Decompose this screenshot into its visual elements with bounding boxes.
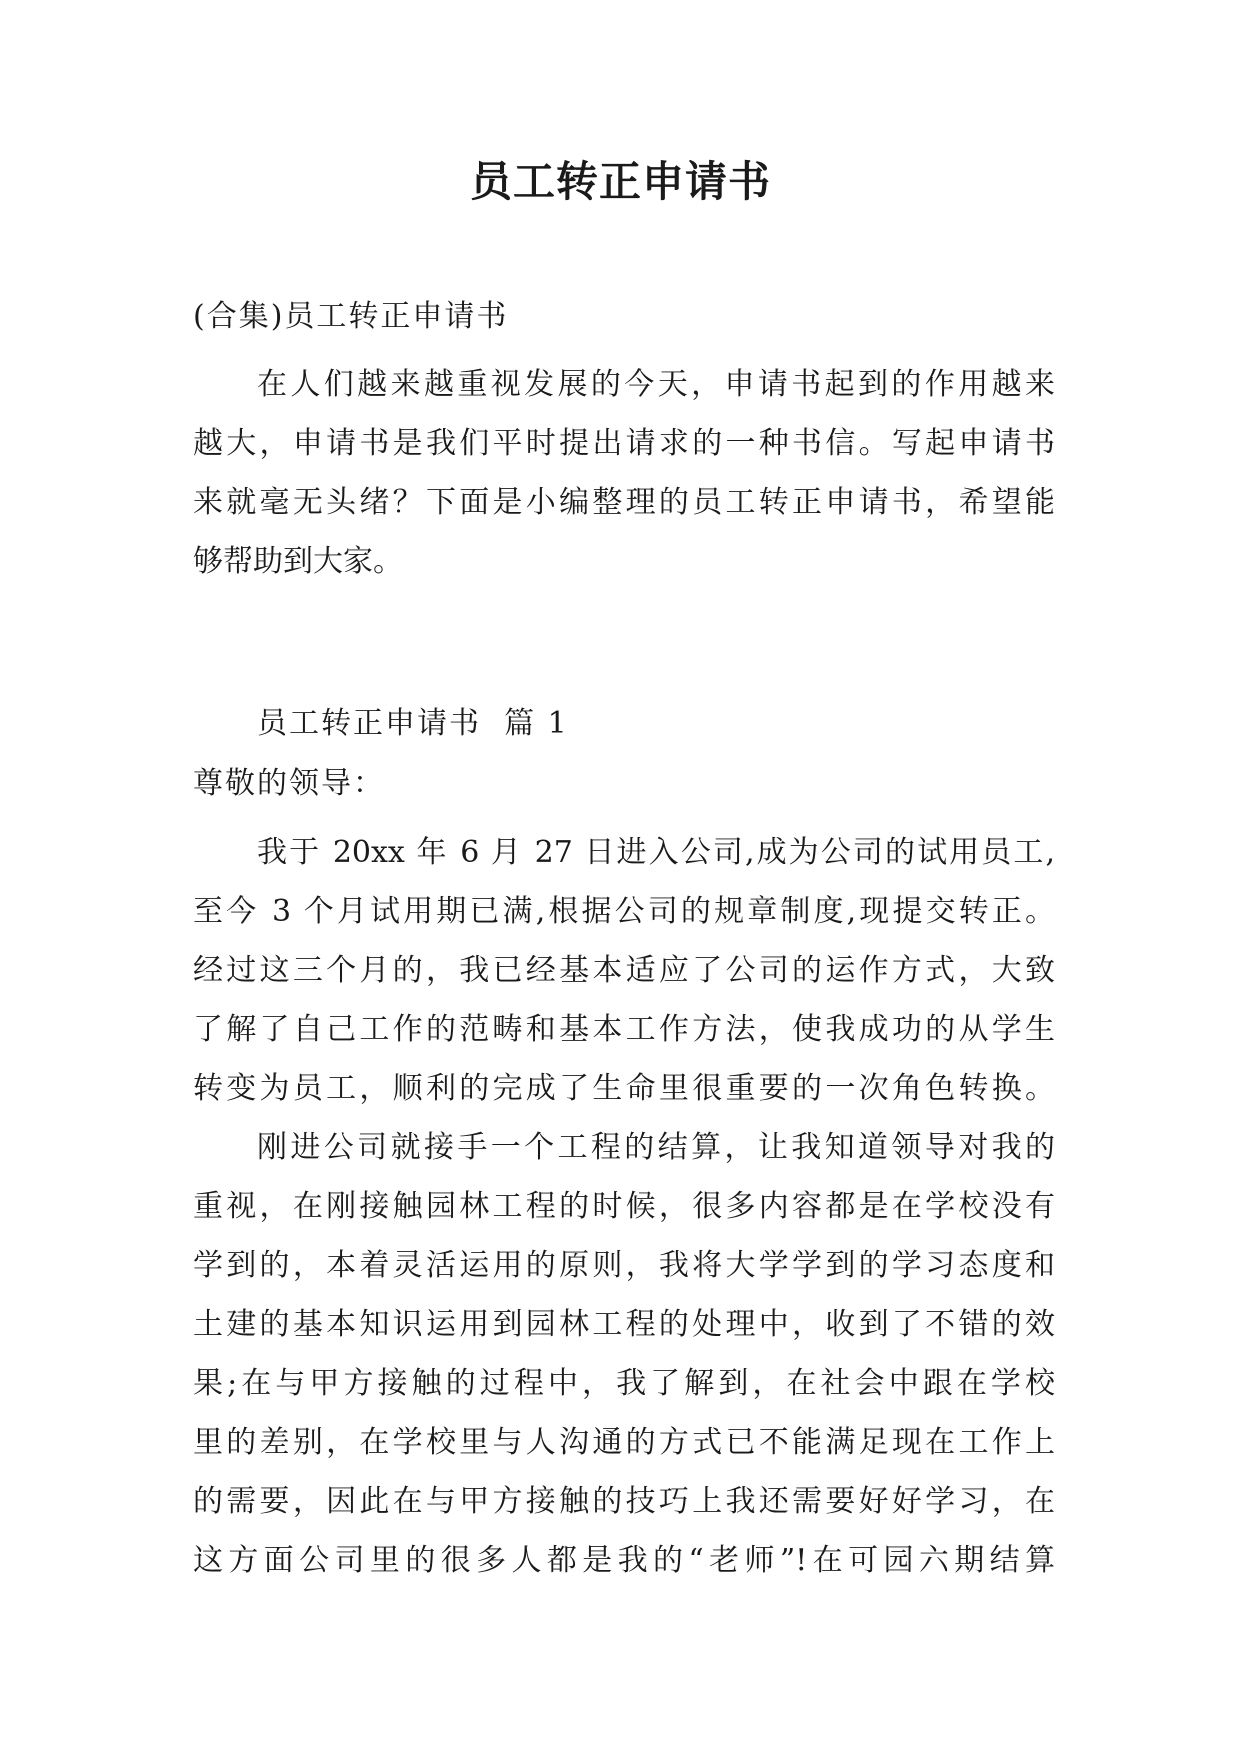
document-title: 员工转正申请书 (469, 157, 771, 206)
paragraph-line: 经过这三个月的，我已经基本适应了公司的运作方式，大致 (193, 953, 1055, 988)
document-subtitle: (合集)员工转正申请书 (193, 299, 509, 334)
paragraph-line: 转变为员工，顺利的完成了生命里很重要的一次角色转换。 (193, 1071, 1055, 1106)
intro-paragraph (193, 355, 1055, 591)
paragraph-line: 重视，在刚接触园林工程的时候，很多内容都是在学校没有 (193, 1189, 1055, 1224)
paragraph-line: 至今 3 个月试用期已满,根据公司的规章制度,现提交转正。 (193, 894, 1055, 929)
paragraph-line: 土建的基本知识运用到园林工程的处理中，收到了不错的效 (193, 1307, 1055, 1342)
paragraph-line: 我于 20xx 年 6 月 27 日进入公司,成为公司的试用员工, (257, 835, 1055, 870)
intro-line: 够帮助到大家。 (193, 544, 403, 579)
paragraph-line: 里的差别，在学校里与人沟通的方式已不能满足现在工作上 (193, 1425, 1055, 1460)
paragraph-line: 的需要，因此在与甲方接触的技巧上我还需要好好学习，在 (193, 1484, 1055, 1519)
intro-line: 越大，申请书是我们平时提出请求的一种书信。写起申请书 (193, 426, 1055, 461)
paragraph-2 (193, 1118, 1055, 1590)
paragraph-line: 了解了自己工作的范畴和基本工作方法，使我成功的从学生 (193, 1012, 1055, 1047)
section-heading: 员工转正申请书 篇 1 (257, 706, 569, 741)
paragraph-line: 这方面公司里的很多人都是我的“老师”!在可园六期结算 (193, 1543, 1055, 1578)
paragraph-1 (193, 823, 1055, 1118)
paragraph-line: 果;在与甲方接触的过程中，我了解到，在社会中跟在学校 (193, 1366, 1055, 1401)
paragraph-line: 学到的，本着灵活运用的原则，我将大学学到的学习态度和 (193, 1248, 1055, 1283)
paragraph-line: 刚进公司就接手一个工程的结算，让我知道领导对我的 (257, 1130, 1055, 1165)
salutation: 尊敬的领导： (193, 766, 385, 801)
intro-line: 来就毫无头绪？下面是小编整理的员工转正申请书，希望能 (193, 485, 1055, 520)
intro-line: 在人们越来越重视发展的今天，申请书起到的作用越来 (257, 367, 1055, 402)
